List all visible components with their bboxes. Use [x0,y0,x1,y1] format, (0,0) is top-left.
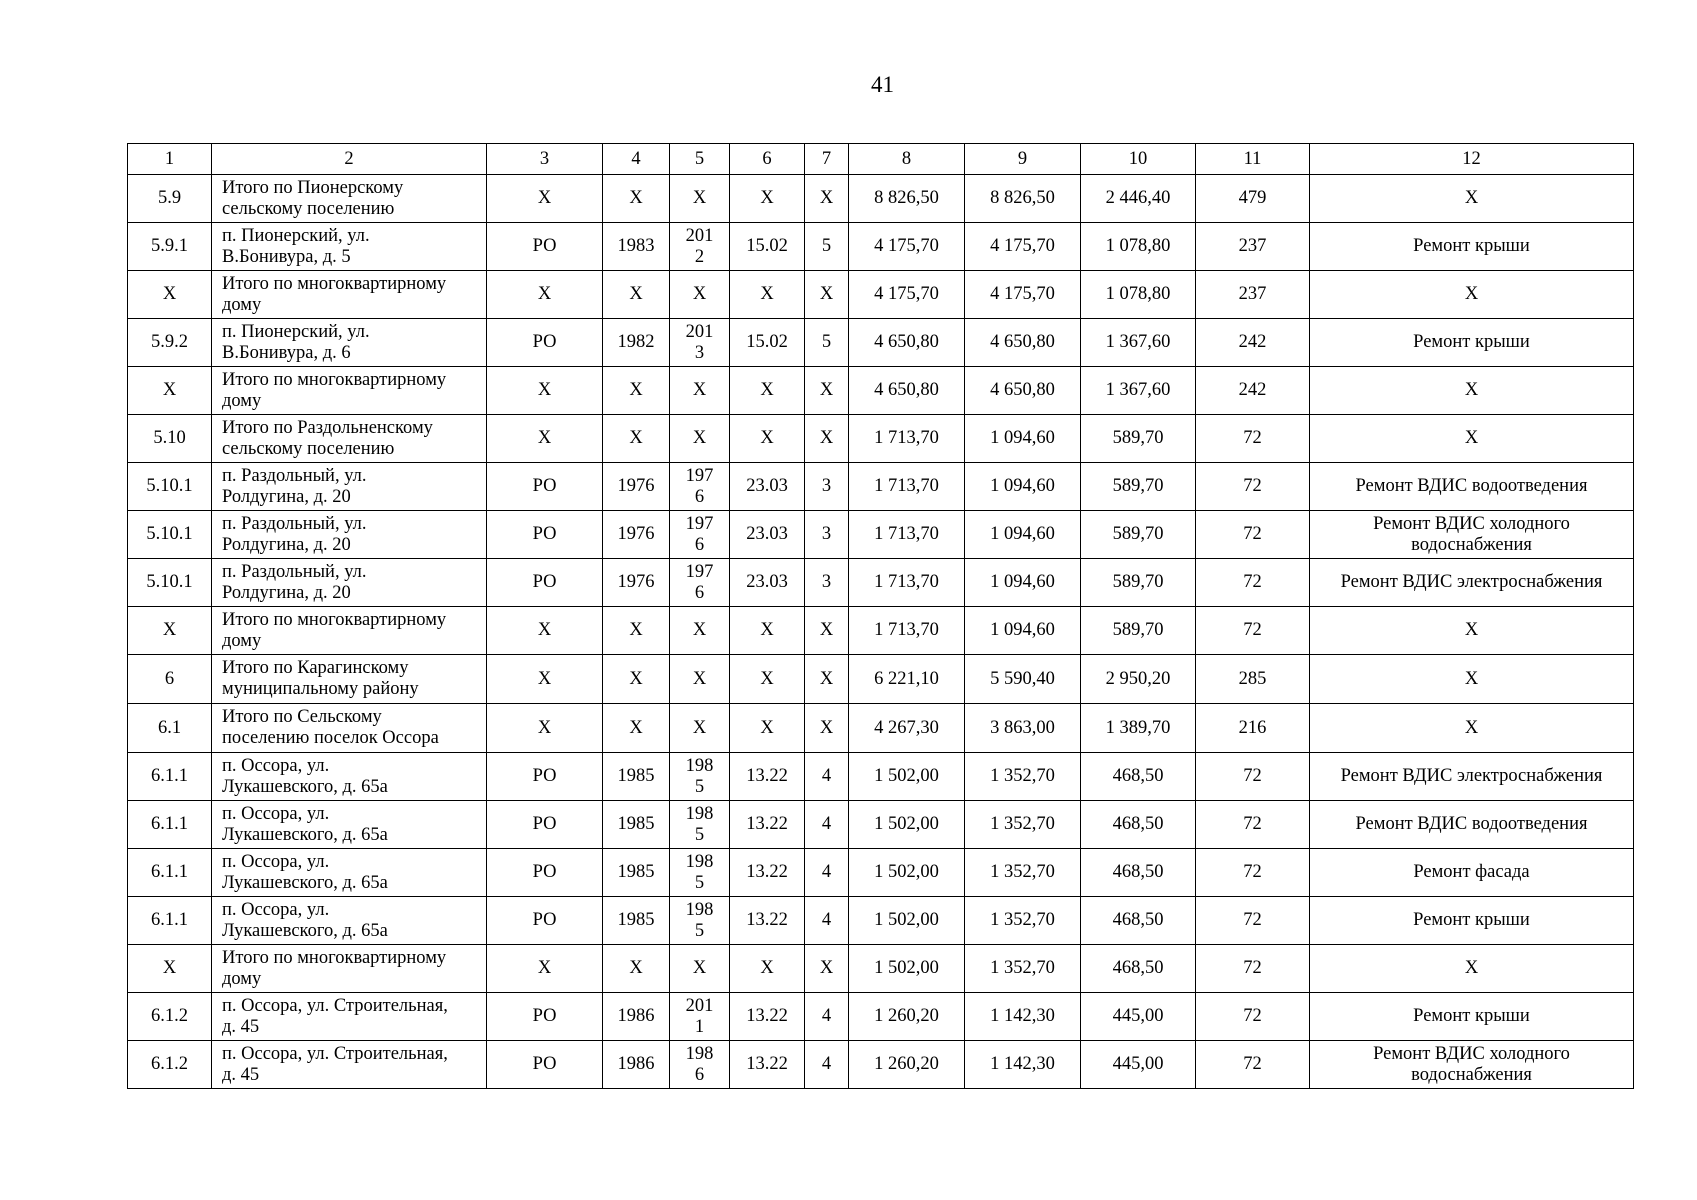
table-cell: 6.1.1 [128,849,212,897]
table-cell: 6.1.1 [128,753,212,801]
table-cell: 1985 [603,849,670,897]
table-cell: 5.9 [128,175,212,223]
table-cell: 8 826,50 [965,175,1081,223]
table-cell: 6.1.1 [128,897,212,945]
header-cell: 3 [487,144,603,175]
table-cell: 72 [1196,1041,1310,1089]
table-cell: 201 1 [670,993,730,1041]
table-cell: 1 367,60 [1081,319,1196,367]
table-cell: 1976 [603,511,670,559]
table-cell: 1976 [603,559,670,607]
table-cell: 198 5 [670,849,730,897]
table-cell: 4 650,80 [849,319,965,367]
table-cell: 445,00 [1081,993,1196,1041]
table-cell: 198 5 [670,897,730,945]
table-cell: 197 6 [670,559,730,607]
table-cell: 5.9.2 [128,319,212,367]
table-row [128,945,1634,993]
table-cell: 468,50 [1081,753,1196,801]
table-cell: 1986 [603,993,670,1041]
table-cell: 285 [1196,655,1310,704]
table-cell: 3 863,00 [965,704,1081,753]
table-cell: 5 590,40 [965,655,1081,704]
table-cell: Х [805,704,849,753]
table-cell: 4 [805,801,849,849]
table-cell: Итого по Сельскому поселению поселок Оссора [212,704,487,753]
table-cell: Х [730,415,805,463]
table-cell: Х [487,704,603,753]
table-cell: РО [487,993,603,1041]
table-cell: Х [603,271,670,319]
table-cell: Х [670,607,730,655]
table-cell: Х [805,415,849,463]
table-cell: Х [730,945,805,993]
header-cell: 11 [1196,144,1310,175]
header-cell: 8 [849,144,965,175]
table-cell: Ремонт ВДИС водоотведения [1310,801,1634,849]
table-cell: 1 713,70 [849,607,965,655]
table-cell: Ремонт крыши [1310,993,1634,1041]
table-cell: 4 650,80 [965,319,1081,367]
table-cell: РО [487,897,603,945]
table-cell: Х [487,655,603,704]
table-cell: 1 352,70 [965,945,1081,993]
table-cell: Х [603,945,670,993]
table-cell: п. Оссора, ул. Строительная, д. 45 [212,993,487,1041]
header-cell: 10 [1081,144,1196,175]
table-cell: 1985 [603,753,670,801]
table-cell: 13.22 [730,849,805,897]
table-cell: 5.10.1 [128,559,212,607]
table-cell: Х [1310,415,1634,463]
table-cell: Ремонт крыши [1310,319,1634,367]
table-cell: 4 [805,1041,849,1089]
table-cell: Итого по Карагинскому муниципальному району [212,655,487,704]
page-number: 41 [871,72,894,97]
table-cell: 1 094,60 [965,559,1081,607]
header-cell: 12 [1310,144,1634,175]
table-cell: 1 078,80 [1081,271,1196,319]
table-cell: РО [487,463,603,511]
table-cell: Ремонт ВДИС холодного водоснабжения [1310,511,1634,559]
table-cell: 197 6 [670,511,730,559]
table-cell: 5.10 [128,415,212,463]
table-cell: Х [1310,607,1634,655]
table-row [128,367,1634,415]
table-cell: РО [487,849,603,897]
table-cell: 1 502,00 [849,897,965,945]
table-cell: 1 389,70 [1081,704,1196,753]
table-cell: п. Оссора, ул. Лукашевского, д. 65а [212,849,487,897]
table-cell: 242 [1196,319,1310,367]
table-cell: 1 094,60 [965,511,1081,559]
table-cell: 468,50 [1081,897,1196,945]
table-cell: Х [730,175,805,223]
table-cell: 4 175,70 [965,271,1081,319]
table-cell: 468,50 [1081,801,1196,849]
table-cell: 4 650,80 [965,367,1081,415]
table-cell: 589,70 [1081,511,1196,559]
table-cell: п. Оссора, ул. Строительная, д. 45 [212,1041,487,1089]
table-cell: Х [487,415,603,463]
table-cell: 6 [128,655,212,704]
table-cell: п. Раздольный, ул. Ролдугина, д. 20 [212,463,487,511]
table-cell: 23.03 [730,511,805,559]
table-cell: 4 [805,753,849,801]
table-cell: п. Пионерский, ул. В.Бонивура, д. 6 [212,319,487,367]
table-cell: 13.22 [730,801,805,849]
table-row [128,607,1634,655]
table-cell: 1983 [603,223,670,271]
table-cell: Ремонт ВДИС холодного водоснабжения [1310,1041,1634,1089]
table-cell: 13.22 [730,1041,805,1089]
table-cell: 72 [1196,607,1310,655]
table-cell: 1 094,60 [965,607,1081,655]
table-cell: п. Раздольный, ул. Ролдугина, д. 20 [212,559,487,607]
table-cell: Х [805,271,849,319]
table-row [128,319,1634,367]
table-cell: Х [670,415,730,463]
table-cell: Х [128,367,212,415]
table-cell: 4 [805,849,849,897]
table-cell: 3 [805,463,849,511]
table-cell: 13.22 [730,897,805,945]
table-cell: 4 650,80 [849,367,965,415]
table-cell: 1982 [603,319,670,367]
table-cell: 6 221,10 [849,655,965,704]
table-cell: 198 5 [670,801,730,849]
table-cell: 1 094,60 [965,415,1081,463]
table-cell: РО [487,801,603,849]
table-cell: 1 713,70 [849,415,965,463]
table-row [128,271,1634,319]
table-cell: Итого по многоквартирному дому [212,367,487,415]
table-row [128,559,1634,607]
table-cell: Х [603,367,670,415]
header-cell: 6 [730,144,805,175]
table-cell: 15.02 [730,223,805,271]
table-cell: 4 175,70 [965,223,1081,271]
table-cell: 1 713,70 [849,511,965,559]
table-cell: 72 [1196,849,1310,897]
table-cell: Итого по многоквартирному дому [212,607,487,655]
table-cell: 72 [1196,897,1310,945]
table-cell: 201 3 [670,319,730,367]
table-cell: Х [1310,704,1634,753]
table-cell: Х [128,945,212,993]
table-cell: 6.1.1 [128,801,212,849]
table-cell: 1 502,00 [849,753,965,801]
table-cell: Х [805,607,849,655]
table-cell: 589,70 [1081,607,1196,655]
table-cell: 1 713,70 [849,463,965,511]
table-cell: Х [487,607,603,655]
table-cell: Х [1310,367,1634,415]
table-cell: 5 [805,319,849,367]
table-cell: 6.1.2 [128,993,212,1041]
table-body [128,144,1634,1089]
table-cell: 5.10.1 [128,511,212,559]
table-cell: 72 [1196,415,1310,463]
table-cell: 1 352,70 [965,849,1081,897]
table-row [128,223,1634,271]
table-cell: Х [730,655,805,704]
table-cell: 4 175,70 [849,271,965,319]
table-cell: 1 352,70 [965,897,1081,945]
table-cell: 2 950,20 [1081,655,1196,704]
table-cell: 1 078,80 [1081,223,1196,271]
table-cell: Ремонт крыши [1310,223,1634,271]
table-cell: 201 2 [670,223,730,271]
table-cell: 589,70 [1081,463,1196,511]
table-cell: 15.02 [730,319,805,367]
table-cell: 198 5 [670,753,730,801]
table-cell: п. Раздольный, ул. Ролдугина, д. 20 [212,511,487,559]
table-cell: Итого по Раздольненскому сельскому поселению [212,415,487,463]
table-cell: Х [1310,945,1634,993]
table-cell: 23.03 [730,559,805,607]
table-cell: 1985 [603,801,670,849]
table-cell: 6.1.2 [128,1041,212,1089]
table-cell: 2 446,40 [1081,175,1196,223]
table-cell: Х [603,175,670,223]
table-cell: Х [805,175,849,223]
table-cell: 1 713,70 [849,559,965,607]
repair-program-table [127,143,1634,1089]
table-cell: Ремонт крыши [1310,897,1634,945]
table-cell: Х [805,367,849,415]
table-row [128,415,1634,463]
table-cell: Х [670,704,730,753]
table-cell: Х [730,607,805,655]
table-cell: 72 [1196,753,1310,801]
header-cell: 9 [965,144,1081,175]
table-cell: Х [487,367,603,415]
table-cell: 4 267,30 [849,704,965,753]
table-cell: Х [730,704,805,753]
table-cell: 1976 [603,463,670,511]
table-cell: Итого по многоквартирному дому [212,271,487,319]
table-row [128,704,1634,753]
table-cell: 1 352,70 [965,801,1081,849]
table-cell: 6.1 [128,704,212,753]
table-row [128,463,1634,511]
table-cell: 72 [1196,463,1310,511]
table-row [128,849,1634,897]
table-cell: 4 175,70 [849,223,965,271]
table-cell: 13.22 [730,753,805,801]
header-cell: 5 [670,144,730,175]
table-cell: Х [730,271,805,319]
table-cell: п. Оссора, ул. Лукашевского, д. 65а [212,801,487,849]
table-cell: п. Оссора, ул. Лукашевского, д. 65а [212,753,487,801]
table-cell: РО [487,753,603,801]
table-cell: Ремонт ВДИС электроснабжения [1310,753,1634,801]
table-cell: 3 [805,559,849,607]
table-cell: 1985 [603,897,670,945]
table-row [128,1041,1634,1089]
table-cell: Х [487,271,603,319]
table-cell: 4 [805,897,849,945]
table-row [128,175,1634,223]
table-cell: 72 [1196,945,1310,993]
header-cell: 2 [212,144,487,175]
table-cell: п. Оссора, ул. Лукашевского, д. 65а [212,897,487,945]
table-cell: Итого по многоквартирному дому [212,945,487,993]
table-cell: Х [670,271,730,319]
table-cell: 198 6 [670,1041,730,1089]
table-cell: Х [1310,655,1634,704]
table-cell: 1 502,00 [849,945,965,993]
table-cell: 72 [1196,801,1310,849]
table-cell: 23.03 [730,463,805,511]
table-row [128,897,1634,945]
table-cell: Ремонт фасада [1310,849,1634,897]
table-cell: Х [487,175,603,223]
table-cell: Итого по Пионерскому сельскому поселению [212,175,487,223]
table-cell: 468,50 [1081,945,1196,993]
table-cell: 1 142,30 [965,993,1081,1041]
header-row [128,144,1634,175]
table-cell: 4 [805,993,849,1041]
table-cell: Х [1310,271,1634,319]
table-cell: 5 [805,223,849,271]
table-cell: РО [487,1041,603,1089]
table-cell: Х [128,607,212,655]
table-cell: Х [670,175,730,223]
table-row [128,993,1634,1041]
table-cell: РО [487,559,603,607]
table-row [128,511,1634,559]
table-cell: 1 094,60 [965,463,1081,511]
table-cell: 1986 [603,1041,670,1089]
table-cell: Х [487,945,603,993]
table-cell: 13.22 [730,993,805,1041]
table-cell: 1 502,00 [849,801,965,849]
table-row [128,753,1634,801]
table-cell: 1 502,00 [849,849,965,897]
table-cell: Х [805,655,849,704]
table-cell: 1 260,20 [849,993,965,1041]
table-cell: 1 260,20 [849,1041,965,1089]
table-cell: 8 826,50 [849,175,965,223]
table-row [128,801,1634,849]
table-cell: Ремонт ВДИС электроснабжения [1310,559,1634,607]
table-cell: Х [603,704,670,753]
table-cell: п. Пионерский, ул. В.Бонивура, д. 5 [212,223,487,271]
table-cell: 589,70 [1081,559,1196,607]
table-cell: Х [603,415,670,463]
table-cell: 468,50 [1081,849,1196,897]
table-cell: Х [670,367,730,415]
table-cell: 445,00 [1081,1041,1196,1089]
table-cell: Х [670,655,730,704]
table-cell: Х [805,945,849,993]
table-cell: Х [670,945,730,993]
table-cell: 216 [1196,704,1310,753]
table-row [128,655,1634,704]
table-cell: 3 [805,511,849,559]
table-cell: 72 [1196,511,1310,559]
table-cell: РО [487,223,603,271]
table-cell: Х [128,271,212,319]
header-cell: 7 [805,144,849,175]
table-cell: 5.9.1 [128,223,212,271]
table-cell: Ремонт ВДИС водоотведения [1310,463,1634,511]
table-cell: 1 367,60 [1081,367,1196,415]
table-cell: 5.10.1 [128,463,212,511]
table-cell: РО [487,319,603,367]
header-cell: 4 [603,144,670,175]
table-cell: 242 [1196,367,1310,415]
table-cell: РО [487,511,603,559]
table-cell: 72 [1196,559,1310,607]
table-cell: 479 [1196,175,1310,223]
table-cell: Х [730,367,805,415]
table-cell: Х [1310,175,1634,223]
header-cell: 1 [128,144,212,175]
table-cell: 1 352,70 [965,753,1081,801]
table-cell: 237 [1196,271,1310,319]
table-cell: 237 [1196,223,1310,271]
table-cell: 72 [1196,993,1310,1041]
table-cell: 1 142,30 [965,1041,1081,1089]
table-cell: Х [603,607,670,655]
table-cell: Х [603,655,670,704]
table-cell: 589,70 [1081,415,1196,463]
table-cell: 197 6 [670,463,730,511]
